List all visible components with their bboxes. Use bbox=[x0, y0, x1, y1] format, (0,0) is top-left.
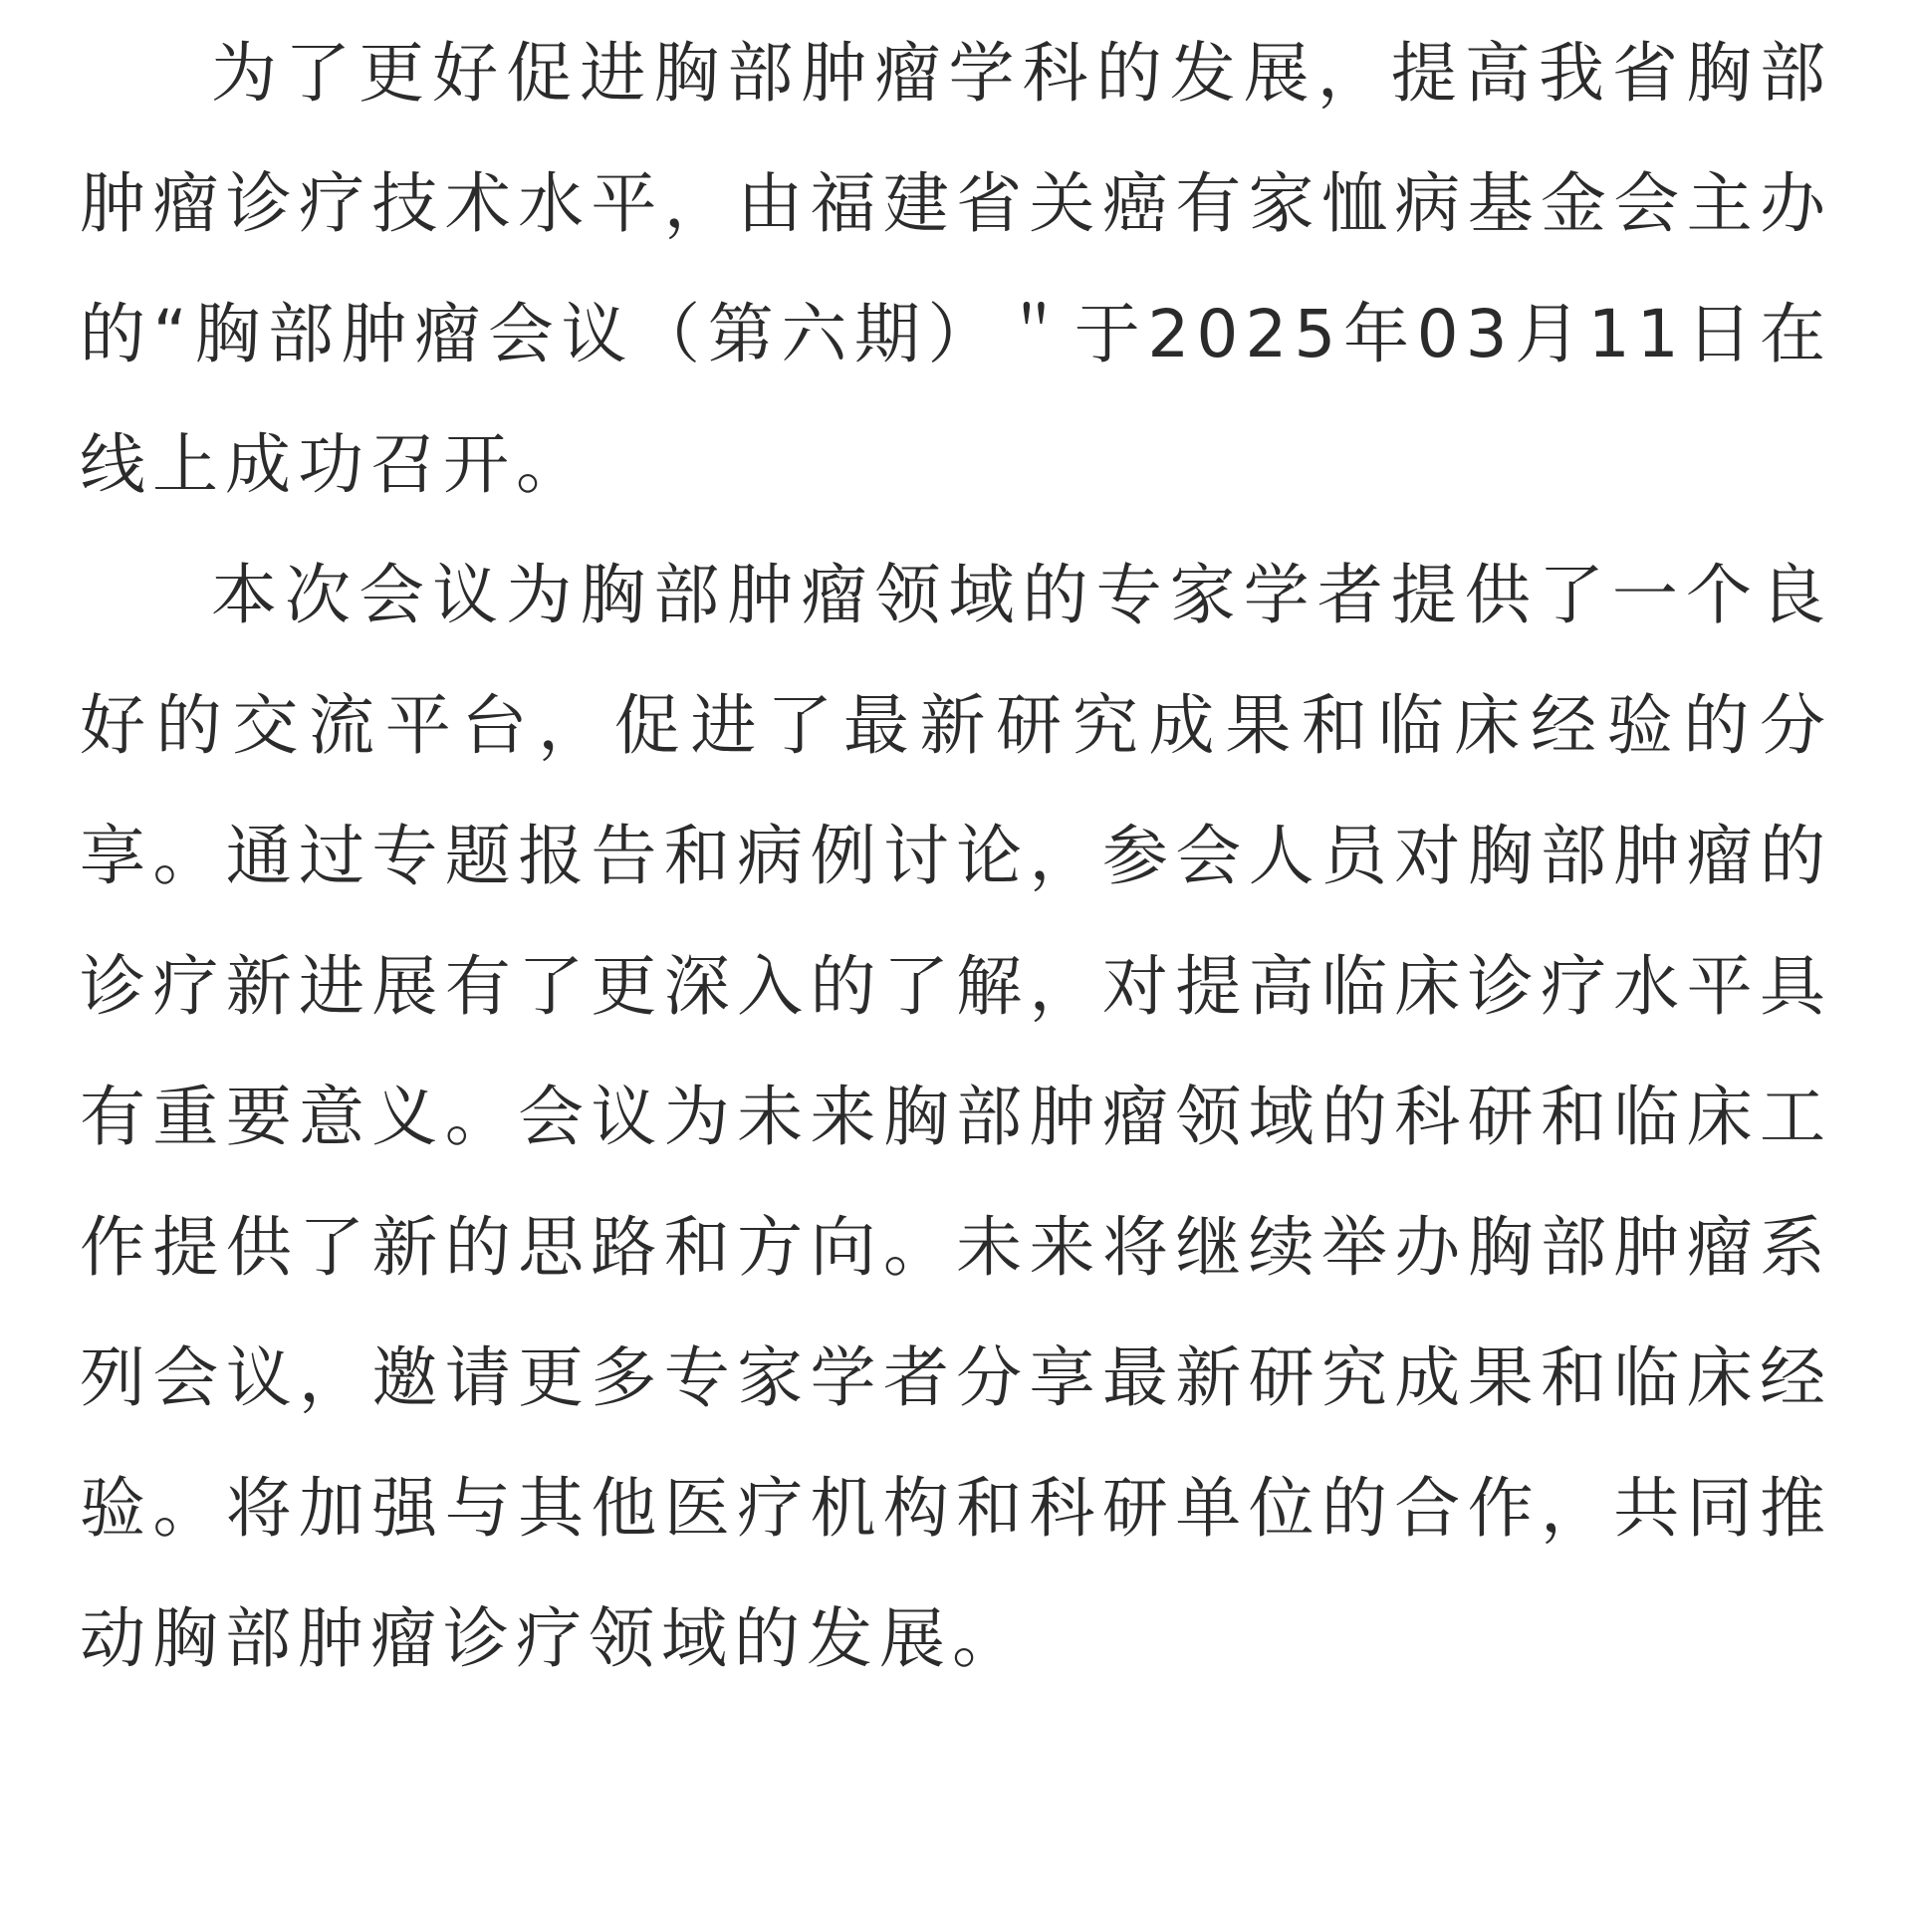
article-paragraph-1: 为了更好促进胸部肿瘤学科的发展，提高我省胸部肿瘤诊疗技术水平，由福建省关癌有家恤病基金会主办的“胸部肿瘤会议（第六期）＂于2025年03月11日在线上成功召开。 bbox=[80, 35, 1832, 503]
article-body bbox=[80, 8, 1832, 1704]
article-paragraph-2: 本次会议为胸部肿瘤领域的专家学者提供了一个良好的交流平台，促进了最新研究成果和临床经验的分享。通过专题报告和病例讨论，参会人员对胸部肿瘤的诊疗新进展有了更深入的了解，对提高临床诊疗水平具有重要意义。会议为未来胸部肿瘤领域的科研和临床工作提供了新的思路和方向。未来将继续举办胸部肿瘤系列会议，邀请更多专家学者分享最新研究成果和临床经验。将加强与其他医疗机构和科研单位的合作，共同推动胸部肿瘤诊疗领域的发展。 bbox=[80, 557, 1832, 1677]
